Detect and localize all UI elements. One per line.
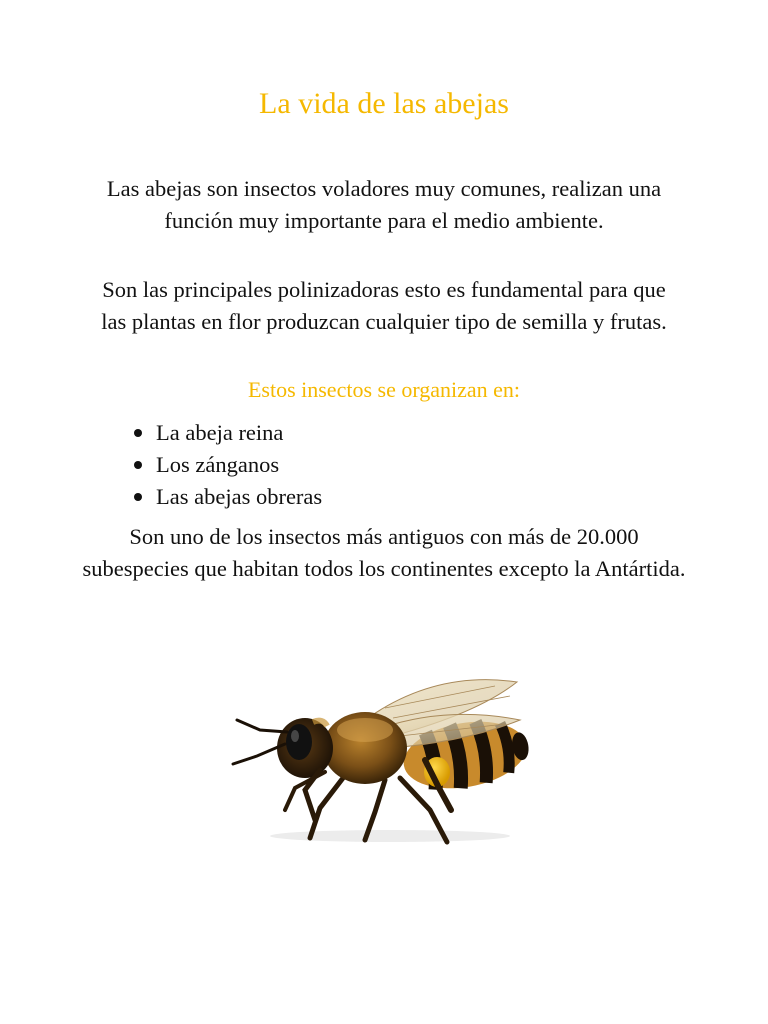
paragraph-pollination: Son las principales polinizadoras esto es fundamental para que las plantas en flor produzcan cualquier tipo de semilla y frutas. bbox=[101, 277, 667, 334]
list-item bbox=[132, 417, 322, 449]
list-item bbox=[132, 449, 322, 481]
list-item-label: Las abejas obreras bbox=[156, 484, 323, 509]
list-item-label: La abeja reina bbox=[156, 420, 284, 445]
subheading-organization: Estos insectos se organizan en: bbox=[247, 377, 521, 402]
document-title: La vida de las abejas bbox=[259, 87, 509, 120]
list-item bbox=[132, 481, 322, 513]
caste-list bbox=[132, 417, 322, 513]
paragraph-intro: Las abejas son insectos voladores muy comunes, realizan una función muy importante para el medio ambiente. bbox=[106, 176, 662, 233]
bullet-icon bbox=[134, 461, 142, 469]
paragraph-antiquity: Son uno de los insectos más antiguos con más de 20.000 subespecies que habitan todos los continentes excepto la Antártida. bbox=[82, 524, 686, 581]
honeybee-illustration-icon bbox=[225, 660, 535, 850]
bullet-icon bbox=[134, 493, 142, 501]
list-item-label: Los zánganos bbox=[156, 452, 280, 477]
bullet-icon bbox=[134, 429, 142, 437]
